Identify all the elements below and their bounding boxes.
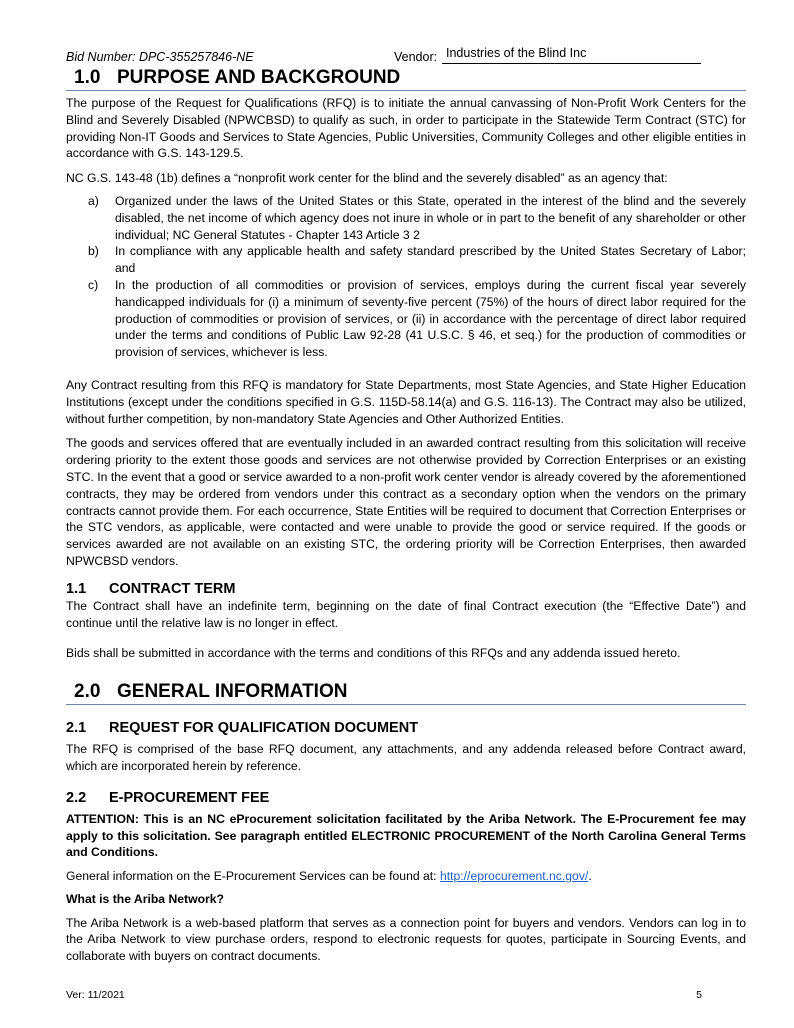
section-title: REQUEST FOR QUALIFICATION DOCUMENT (109, 720, 419, 737)
bids-submission-paragraph: Bids shall be submitted in accordance with the terms and conditions of this RFQs and any addenda issued hereto. (66, 646, 681, 661)
list-item (66, 193, 746, 243)
rfq-document-paragraph: The RFQ is comprised of the base RFQ document, any attachments, and any addenda released before Contract award, which are incorporated herein by reference. (66, 742, 746, 773)
list-item (66, 277, 746, 361)
eprocurement-info-paragraph (66, 868, 746, 885)
vendor-field (442, 46, 701, 64)
section-number: 1.0 (74, 67, 101, 88)
eprocurement-info-text: General information on the E-Procurement Services can be found at: (66, 869, 440, 884)
attention-notice: ATTENTION: This is an NC eProcurement solicitation facilitated by the Ariba Network. The E-Procurement fee may apply to this solicitation. See paragraph entitled ELECTRONIC PROCUREMENT of the North Carolina General Terms and Conditions. (66, 811, 746, 860)
list-item-text: In compliance with any applicable health and safety standard prescribed by the United States Secretary of Labor; and (115, 244, 746, 276)
contract-term-paragraph: The Contract shall have an indefinite term, beginning on the date of final Contract execution (the “Effective Date”) and continue until the relative law is no longer in effect. (66, 598, 746, 630)
version-label: Ver: 11/2021 (66, 989, 125, 1001)
vendor-value: Industries of the Blind Inc (446, 46, 587, 60)
mandatory-contract-paragraph: Any Contract resulting from this RFQ is mandatory for State Departments, most State Agencies, and State Higher Education Institutions (except under the conditions specified in G.S. 115D-58.14(a) and G.S. 116-13). The Contract may also be utilized, without further competition, by non-mandatory State Agencies and Other Authorized Entities. (66, 377, 746, 426)
list-item-text: Organized under the laws of the United States or this State, operated in the interest of the blind and the severely disabled, the net income of which agency does not inure in whole or in part to the benefit of any shareholder or other individual; NC General Statutes - Chapter 143 Article 3 2 (115, 193, 746, 242)
section-title: E-PROCUREMENT FEE (109, 789, 270, 806)
section-number: 2.2 (66, 789, 87, 806)
purpose-paragraph: The purpose of the Request for Qualifications (RFQ) is to initiate the annual canvassing of Non-Profit Work Centers for the Blind and Severely Disabled (NPWCBSD) to qualify as such, in order to participate in the Statewide Term Contract (STC) for providing Non-IT Goods and Services to State Agencies, Public Universities, Community Colleges and other eligible entities in accordance with G.S. 143-129.5. (66, 96, 746, 161)
document-body (66, 66, 746, 965)
page-number: 5 (696, 989, 702, 1001)
section-title: CONTRACT TERM (109, 580, 236, 597)
section-heading-1-1 (66, 580, 746, 598)
definition-list (66, 193, 746, 361)
bid-number: Bid Number: DPC-355257846-NE (66, 50, 254, 64)
section-heading-2-2 (66, 789, 746, 807)
section-heading-2-0 (66, 680, 746, 705)
section-number: 2.0 (74, 681, 101, 703)
ariba-subheading: What is the Ariba Network? (66, 891, 225, 906)
list-item (66, 243, 746, 277)
section-number: 2.1 (66, 720, 87, 737)
section-title: PURPOSE AND BACKGROUND (117, 67, 401, 88)
list-item-text: In the production of all commodities or provision of services, employs during the current fiscal year severely handicapped individuals for (i) a minimum of seventy-five percent (75%) of the hours of direct labor required for the production of commodities or provision of services, or (ii) in accordance with the percentage of direct labor required under the terms and conditions of Public Law 92-28 (41 U.S.C. § 46, et seq.) for the production of commodities or provision of services, whichever is less. (115, 277, 746, 360)
eprocurement-link[interactable]: http://eprocurement.nc.gov/ (439, 869, 589, 884)
section-title: GENERAL INFORMATION (117, 681, 348, 703)
vendor-label: Vendor: (394, 50, 438, 64)
list-marker: a) (88, 193, 99, 208)
page-header (66, 46, 702, 66)
section-heading-1-0 (66, 66, 746, 91)
list-marker: b) (88, 244, 99, 259)
eprocurement-info-suffix: . (588, 869, 592, 884)
definition-intro: NC G.S. 143-48 (1b) defines a “nonprofit work center for the blind and the severely disabled” as an agency that: (66, 171, 668, 186)
ordering-priority-paragraph: The goods and services offered that are eventually included in an awarded contract resulting from this solicitation will receive ordering priority to the extent those goods and services are not otherwise provided by Correction Enterprises or an existing STC. In the event that a good or service awarded to a non-profit work center vendor is already covered by the aforementioned contracts, they may be ordered from vendors under this contract as a secondary option when the vendors on the primary contracts cannot provide them. For each occurrence, State Entities will be required to document that Correction Enterprises or the STC vendors, as applicable, were contacted and were unable to provide the good or service required. If the goods or services awarded are not available on an existing STC, the ordering priority will be Correction Enterprises, then awarded NPWCBSD vendors. (66, 436, 746, 568)
section-heading-2-1 (66, 719, 746, 737)
ariba-paragraph: The Ariba Network is a web-based platform that serves as a connection point for buyers and vendors. Vendors can log in to the Ariba Network to view purchase orders, respond to electronic requests for quotes, participate in Sourcing Events, and collaborate with buyers on contract documents. (66, 915, 746, 964)
list-marker: c) (88, 277, 99, 292)
section-number: 1.1 (66, 580, 87, 597)
